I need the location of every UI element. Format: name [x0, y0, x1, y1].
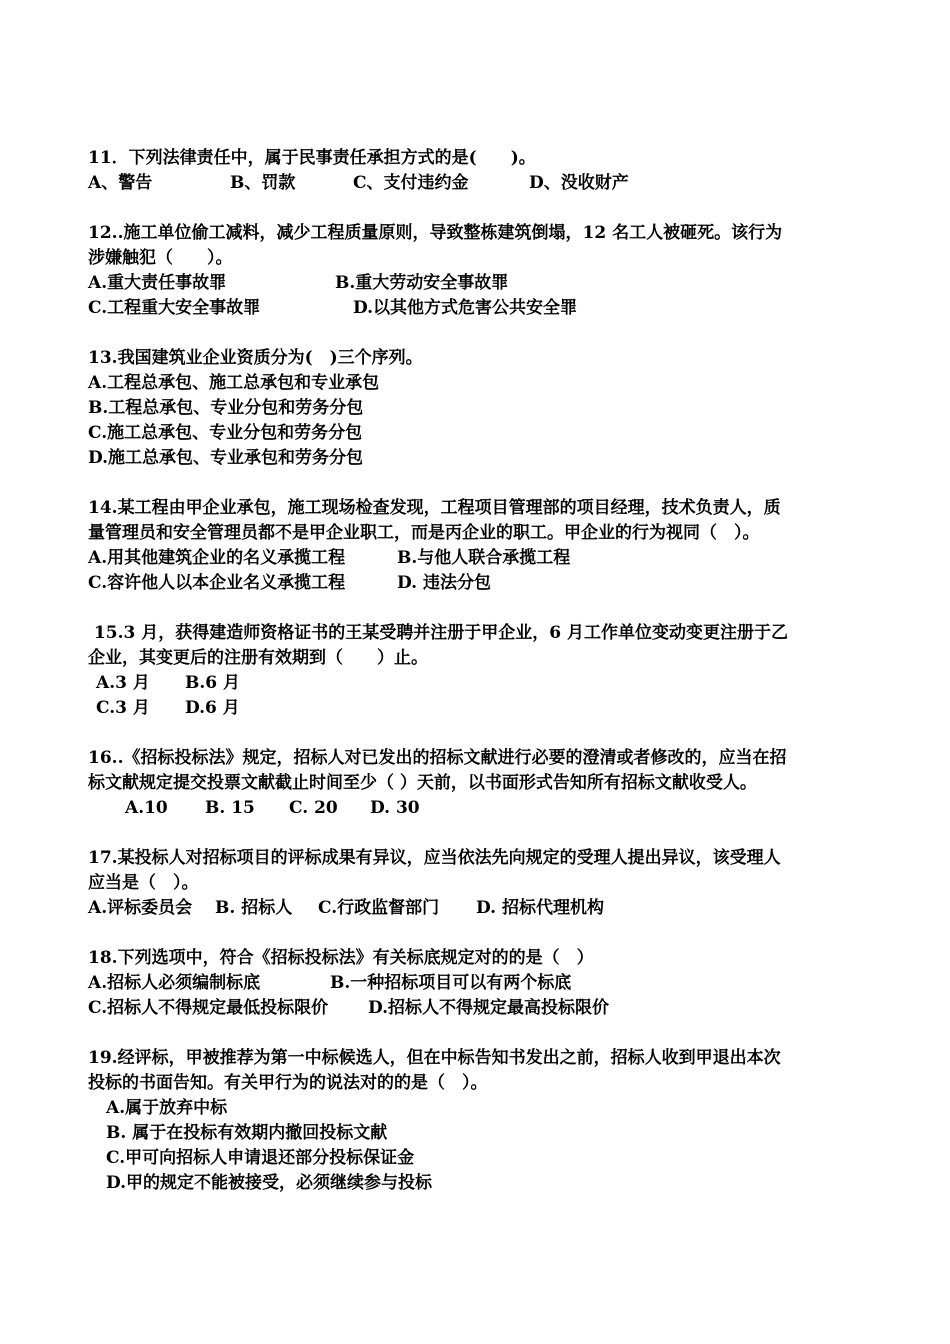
- option-c: C.行政监督部门: [318, 898, 440, 918]
- question-15: [88, 621, 868, 721]
- option-c: C.招标人不得规定最低投标限价: [88, 998, 329, 1018]
- option-c: C.工程重大安全事故罪: [88, 298, 261, 318]
- options-row: [88, 996, 868, 1021]
- option-d: D. 30: [370, 798, 420, 818]
- option-b: B. 属于在投标有效期内撤回投标文献: [106, 1123, 388, 1143]
- question-stem: 投标的书面告知。有关甲行为的说法对的的是（ ）。: [88, 1073, 488, 1093]
- question-stem: 企业，其变更后的注册有效期到（ ）止。: [88, 648, 428, 668]
- exam-page: [88, 146, 868, 1221]
- option-b: B.重大劳动安全事故罪: [335, 273, 509, 293]
- question-16: [88, 746, 868, 821]
- question-14: [88, 496, 868, 596]
- question-stem: 涉嫌触犯（ ）。: [88, 248, 233, 268]
- option-b: B. 15: [205, 798, 255, 818]
- option-a: A.招标人必须编制标底: [88, 973, 261, 993]
- option-c: C.施工总承包、专业分包和劳务分包: [88, 423, 363, 443]
- question-stem: 15.3 月，获得建造师资格证书的王某受聘并注册于甲企业，6 月工作单位变动变更注册于乙: [88, 623, 788, 643]
- option-a: A、警告: [88, 173, 153, 193]
- options-row: [88, 171, 868, 196]
- options-row: [88, 971, 868, 996]
- question-stem: 量管理员和安全管理员都不是甲企业职工，而是丙企业的职工。甲企业的行为视同（ ）。: [88, 523, 760, 543]
- question-18: [88, 946, 868, 1021]
- option-c: C.3 月: [96, 698, 150, 718]
- option-a: A.3 月: [96, 673, 150, 693]
- question-stem: 13.我国建筑业企业资质分为( )三个序列。: [88, 348, 423, 368]
- option-a: A.评标委员会: [88, 898, 193, 918]
- question-19: [88, 1046, 868, 1196]
- option-d: D.以其他方式危害公共安全罪: [353, 298, 578, 318]
- option-d: D. 招标代理机构: [476, 898, 604, 918]
- option-a: A.工程总承包、施工总承包和专业承包: [88, 373, 380, 393]
- question-stem: 11．下列法律责任中，属于民事责任承担方式的是( )。: [88, 148, 536, 168]
- option-d: D.招标人不得规定最高投标限价: [368, 998, 610, 1018]
- option-d: D、没收财产: [529, 173, 629, 193]
- options-row: [88, 896, 868, 921]
- option-a: A.10: [125, 798, 168, 818]
- option-b: B.工程总承包、专业分包和劳务分包: [88, 398, 364, 418]
- question-11: [88, 146, 868, 196]
- option-b: B、罚款: [230, 173, 296, 193]
- option-d: D.甲的规定不能被接受，必须继续参与投标: [106, 1173, 433, 1193]
- option-d: D.6 月: [185, 698, 240, 718]
- options-row: [88, 571, 868, 596]
- option-c: C.甲可向招标人申请退还部分投标保证金: [106, 1148, 415, 1168]
- question-stem: 18.下列选项中，符合《招标投标法》有关标底规定对的的是（ ）: [88, 948, 594, 968]
- question-stem: 标文献规定提交投票文献截止时间至少（ ）天前，以书面形式告知所有招标文献收受人。: [88, 773, 757, 793]
- options-row: [88, 796, 868, 821]
- question-stem: 14.某工程由甲企业承包，施工现场检查发现，工程项目管理部的项目经理，技术负责人，质: [88, 498, 781, 518]
- options-row: [88, 296, 868, 321]
- options-row: [88, 546, 868, 571]
- options-row: [88, 271, 868, 296]
- option-d: D. 违法分包: [397, 573, 491, 593]
- option-a: A.属于放弃中标: [106, 1098, 228, 1118]
- options-row: [88, 696, 868, 721]
- option-d: D.施工总承包、专业承包和劳务分包: [88, 448, 364, 468]
- option-c: C. 20: [289, 798, 338, 818]
- question-stem: 应当是（ ）。: [88, 873, 199, 893]
- option-c: C、支付违约金: [353, 173, 469, 193]
- question-stem: 19.经评标，甲被推荐为第一中标候选人，但在中标告知书发出之前，招标人收到甲退出本次: [88, 1048, 781, 1068]
- question-stem: 16..《招标投标法》规定，招标人对已发出的招标文献进行必要的澄清或者修改的，应当在招: [88, 748, 787, 768]
- option-b: B.6 月: [185, 673, 241, 693]
- question-stem: 17.某投标人对招标项目的评标成果有异议，应当依法先向规定的受理人提出异议，该受理人: [88, 848, 781, 868]
- option-b: B.一种招标项目可以有两个标底: [330, 973, 572, 993]
- option-c: C.容许他人以本企业名义承揽工程: [88, 573, 346, 593]
- option-a: A.用其他建筑企业的名义承揽工程: [88, 548, 346, 568]
- options-row: [88, 671, 868, 696]
- question-stem: 12..施工单位偷工减料，减少工程质量原则，导致整栋建筑倒塌，12 名工人被砸死。该行为: [88, 223, 783, 243]
- option-a: A.重大责任事故罪: [88, 273, 227, 293]
- option-b: B. 招标人: [215, 898, 293, 918]
- question-17: [88, 846, 868, 921]
- question-12: [88, 221, 868, 321]
- question-13: [88, 346, 868, 471]
- option-b: B.与他人联合承揽工程: [397, 548, 571, 568]
